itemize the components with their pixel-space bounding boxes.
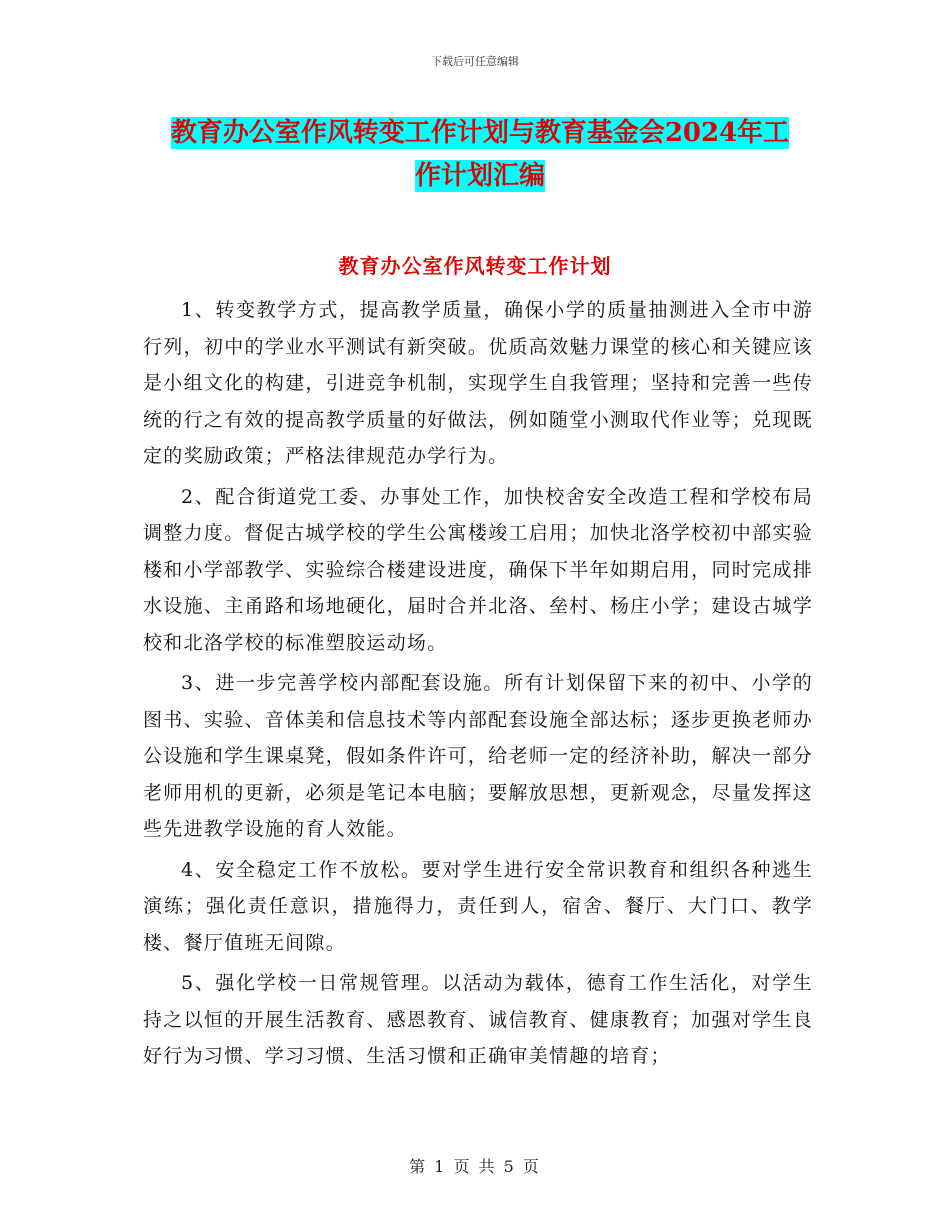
document-title [140, 112, 820, 198]
paragraph-3: 3、进一步完善学校内部配套设施。所有计划保留下来的初中、小学的图书、实验、音体美和信息技术等内部配套设施全部达标；逐步更换老师办公设施和学生课桌凳，假如条件许可，给老师一定的经济补助，解决一部分老师用机的更新，必须是笔记本电脑；要解放思想，更新观念，尽量发挥这些先进教学设施的育人效能。 [143, 672, 813, 840]
document-body [143, 292, 813, 1079]
paragraph-2: 2、配合街道党工委、办事处工作，加快校舍安全改造工程和学校布局调整力度。督促古城学校的学生公寓楼竣工启用；加快北洛学校初中部实验楼和小学部教学、实验综合楼建设进度，确保下半年如期启用，同时完成排水设施、主甬路和场地硬化，届时合并北洛、垒村、杨庄小学；建设古城学校和北洛学校的标准塑胶运动场。 [143, 485, 813, 654]
section-title: 教育办公室作风转变工作计划 [338, 254, 612, 278]
paragraph-1: 1、转变教学方式，提高教学质量，确保小学的质量抽测进入全市中游行列，初中的学业水平测试有新突破。优质高效魅力课堂的核心和关键应该是小组文化的构建，引进竞争机制，实现学生自我管理；坚持和完善一些传统的行之有效的提高教学质量的好做法，例如随堂小测取代作业等；兑现既定的奖励政策；严格法律规范办学行为。 [143, 299, 813, 467]
paragraph-5: 5、强化学校一日常规管理。以活动为载体，德育工作生活化，对学生持之以恒的开展生活教育、感恩教育、诚信教育、健康教育；加强对学生良好行为习惯、学习习惯、生活习惯和正确审美情趣的培育； [143, 972, 813, 1067]
paragraph-4: 4、安全稳定工作不放松。要对学生进行安全常识教育和组织各种逃生演练；强化责任意识，措施得力，责任到人，宿舍、餐厅、大门口、教学楼、餐厅值班无间隙。 [143, 858, 813, 954]
page-number: 第 1 页 共 5 页 [409, 1157, 541, 1176]
document-title-line-1: 教育办公室作风转变工作计划与教育基金会2024年工 [170, 118, 790, 148]
document-title-line-2: 作计划汇编 [414, 161, 545, 191]
header-note: 下载后可任意编辑 [431, 55, 519, 68]
